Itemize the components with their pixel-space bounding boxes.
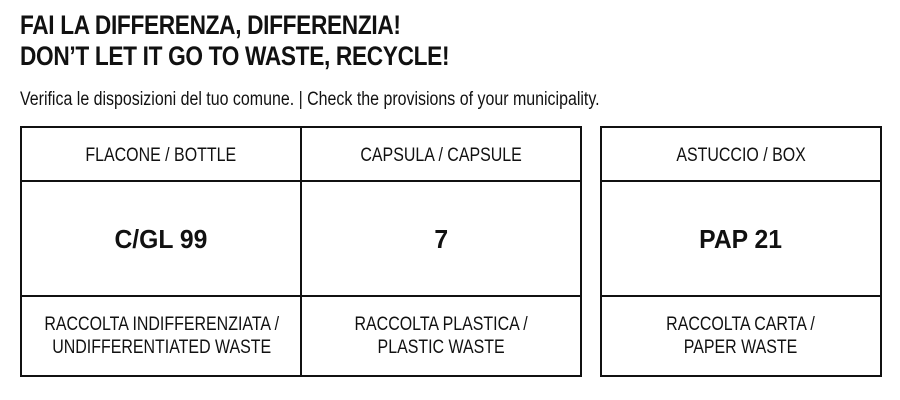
component-name-cell-capsule — [301, 127, 581, 181]
disposal-line: UNDIFFERENTIATED WASTE — [52, 337, 272, 358]
disposal-line: PAPER WASTE — [684, 337, 798, 358]
disposal-line: RACCOLTA INDIFFERENZIATA / — [44, 314, 280, 335]
component-name-capsule: CAPSULA / CAPSULE — [360, 144, 522, 166]
disposal-cell-capsule — [301, 296, 581, 376]
component-name-cell-box — [601, 127, 881, 181]
material-code-row — [601, 181, 881, 296]
municipality-note: Verifica le disposizioni del tuo comune. | Check the provisions of your municipality. — [20, 89, 600, 110]
material-code-capsule: 7 — [434, 223, 448, 254]
component-name-box: ASTUCCIO / BOX — [676, 144, 806, 166]
disposal-cell-bottle — [21, 296, 301, 376]
disposal-line: PLASTIC WASTE — [377, 337, 505, 358]
component-name-bottle: FLACONE / BOTTLE — [85, 144, 237, 166]
disposal-cell-box — [601, 296, 881, 376]
material-code-cell-bottle — [21, 181, 301, 296]
title-line-italian: FAI LA DIFFERENZA, DIFFERENZIA! — [20, 10, 401, 40]
disposal-row — [21, 296, 581, 376]
material-code-cell-box — [601, 181, 881, 296]
disposal-instruction-capsule — [354, 313, 527, 359]
title-line-english: DON’T LET IT GO TO WASTE, RECYCLE! — [20, 41, 450, 71]
disposal-line: RACCOLTA CARTA / — [666, 314, 816, 335]
disposal-line: RACCOLTA PLASTICA / — [354, 314, 528, 335]
disposal-instruction-box — [667, 313, 816, 359]
disposal-instruction-bottle — [44, 313, 279, 359]
disposal-row — [601, 296, 881, 376]
component-name-row — [21, 127, 581, 181]
disposal-table-box — [600, 126, 882, 377]
material-code-bottle: C/GL 99 — [114, 223, 208, 254]
disposal-table-bottle-capsule — [20, 126, 582, 377]
material-code-row — [21, 181, 581, 296]
material-code-box: PAP 21 — [699, 223, 783, 254]
component-name-row — [601, 127, 881, 181]
page-title — [20, 10, 449, 72]
material-code-cell-capsule — [301, 181, 581, 296]
component-name-cell-bottle — [21, 127, 301, 181]
